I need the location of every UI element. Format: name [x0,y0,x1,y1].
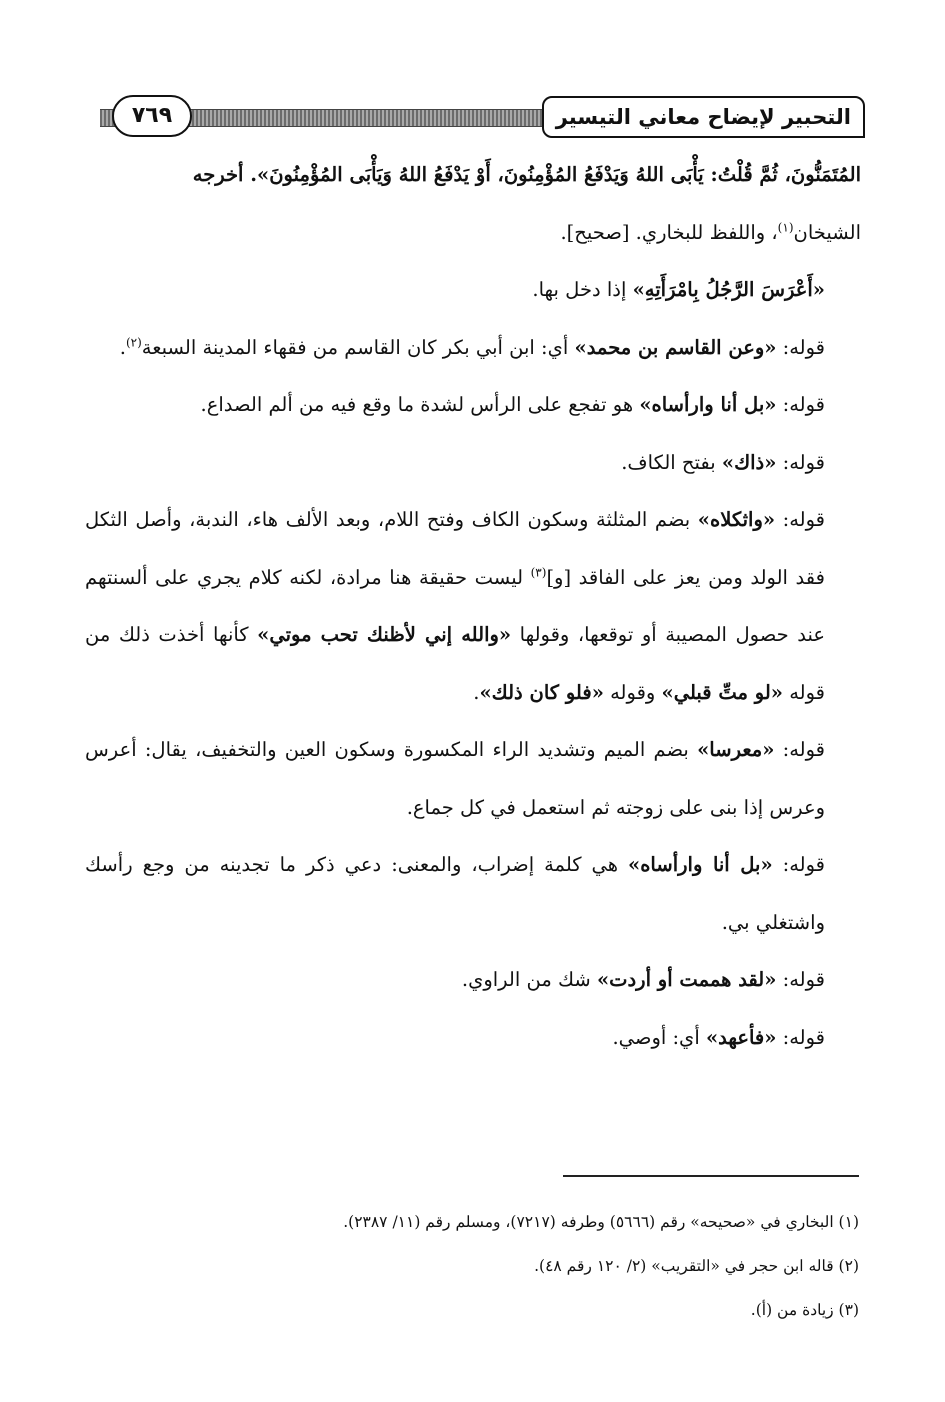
running-header [100,92,865,140]
paragraph-idrab: قوله: «بل أنا وارأساه» هي كلمة إضراب، والمعنى: دعي ذكر ما تجدينه من وجع رأسك واشتغلي بي. [85,853,825,934]
paragraph-mu3arrisan: قوله: «معرسا» بضم الميم وتشديد الراء المكسورة وسكون العين والتخفيف، يقال: أعرس وعرس إذا بنى على زوجته ثم استعمل في كل جماع. [85,738,825,819]
page-number: ٧٦٩ [112,95,192,137]
paragraph-wa-rasah: قوله: «بل أنا وارأساه» هو تفجع على الرأس لشدة ما وقع فيه من ألم الصداع. [200,393,825,416]
footnote-3: (٣) زيادة من (أ). [750,1301,859,1319]
footnote-1: (١) البخاري في «صحيحه» رقم (٥٦٦٦) وطرفه (٧٢١٧)، ومسلم رقم (١١/ ٢٣٨٧). [343,1213,859,1231]
footnote-ref-2: (٢) [125,335,142,349]
footnote-ref-1: (١) [777,220,794,234]
paragraph-a3rasa: «أَعْرَسَ الرَّجُلُ بِامْرَأَتِهِ» إذا دخل بها. [532,278,825,301]
paragraph-fa3had: قوله: «فأعهد» أي: أوصي. [612,1025,825,1049]
book-title: التحبير لإيضاح معاني التيسير [542,96,865,138]
paragraph-hadith-end: المُتَمَنُّونَ، ثُمَّ قُلْتُ: يَأْبَى اللهُ وَيَدْفَعُ المُؤْمِنُونَ، أَوْ يَدْفَعُ اللهُ وَيَأْبَى المُؤْمِنُونَ». أخرجه الشيخان$^{(١)}$، واللفظ للبخاري. [صحيح]. [192,163,861,244]
paragraph-wa-thuklah: قوله: «واثكلاه» بضم المثلثة وسكون الكاف وفتح اللام، وبعد الألف هاء، الندبة، وأصل الثكل فقد الولد ومن يعز على الفاقد [و]$^{(٣)}$ ليست حقيقة هنا مرادة، لكنه كلام يجري على ألسنتهم عند حصول المصيبة أو توقعها، وقولها «والله إني لأظنك تحب موتي» كأنها أخذت ذلك من قوله «لو متِّ قبلي» وقوله «فلو كان ذلك». [85,508,826,704]
main-text [85,146,861,1066]
footnote-ref-3: (٣) [530,565,547,579]
paragraph-qasim: قوله: «وعن القاسم بن محمد» أي: ابن أبي بكر كان القاسم من فقهاء المدينة السبعة$^{(٢)}$. [119,335,825,359]
paragraph-hamamtu: قوله: «لقد هممت أو أردت» شك من الراوي. [461,968,825,991]
footnote-2: (٢) قاله ابن حجر في «التقريب» (٢/ ١٢٠ رقم ٤٨). [534,1257,859,1275]
paragraph-dhaka: قوله: «ذاك» بفتح الكاف. [621,450,825,474]
footnote-divider [563,1175,859,1177]
footnotes [119,1200,859,1332]
